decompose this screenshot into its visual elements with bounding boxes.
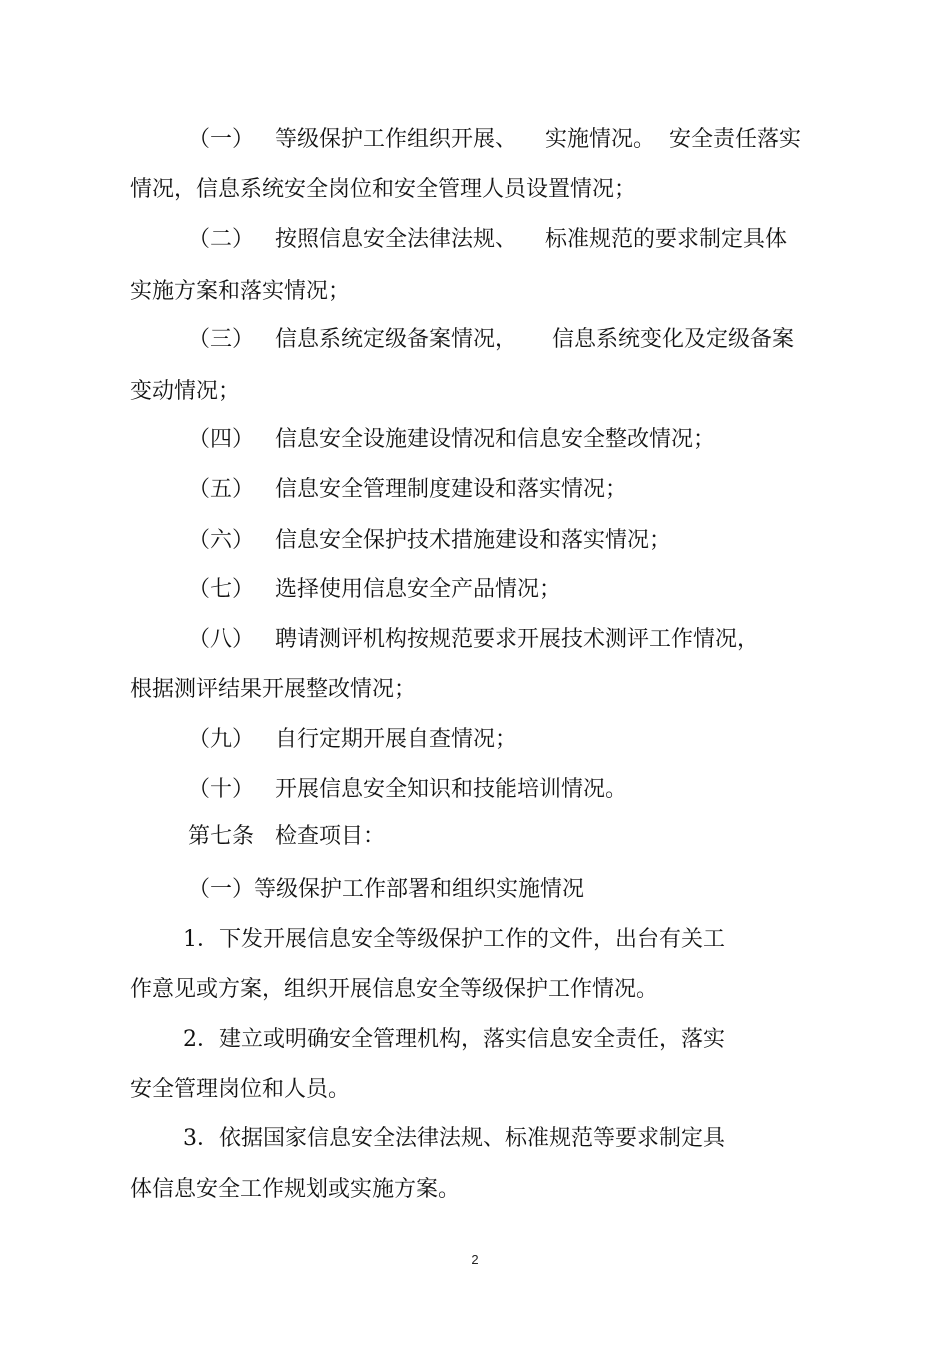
item-1-line-2: 作意见或方案，组织开展信息安全等级保护工作情况。 [130, 977, 659, 1002]
item-2-line-1: 2．建立或明确安全管理机构，落实信息安全责任，落实 [183, 1027, 725, 1052]
para-9-line-1: （九） 自行定期开展自查情况； [188, 727, 517, 752]
section-heading: （一）等级保护工作部署和组织实施情况 [188, 877, 585, 902]
para-1-line-2: 情况，信息系统安全岗位和安全管理人员设置情况； [130, 177, 637, 202]
para-10-line-1: （十） 开展信息安全知识和技能培训情况。 [188, 777, 627, 802]
item-2-line-2: 安全管理岗位和人员。 [130, 1077, 351, 1102]
page-number: 2 [471, 1252, 479, 1267]
item-1-line-1: 1．下发开展信息安全等级保护工作的文件，出台有关工 [183, 927, 725, 952]
item-3-line-2: 体信息安全工作规划或实施方案。 [130, 1177, 461, 1202]
para-4-line-1: （四） 信息安全设施建设情况和信息安全整改情况； [188, 427, 715, 452]
para-2-line-1: （二） 按照信息安全法律法规、 标准规范的要求制定具体 [188, 227, 787, 252]
para-8-line-1: （八） 聘请测评机构按规范要求开展技术测评工作情况， [188, 627, 759, 652]
article-heading: 第七条 检查项目： [188, 824, 385, 849]
item-3-line-1: 3．依据国家信息安全法律法规、标准规范等要求制定具 [183, 1126, 725, 1151]
para-1-line-1: （一） 等级保护工作组织开展、 实施情况。 安全责任落实 [188, 127, 801, 152]
para-6-line-1: （六） 信息安全保护技术措施建设和落实情况； [188, 528, 671, 553]
para-3-line-1: （三） 信息系统定级备案情况， 信息系统变化及定级备案 [188, 327, 794, 352]
para-5-line-1: （五） 信息安全管理制度建设和落实情况； [188, 477, 627, 502]
para-2-line-2: 实施方案和落实情况； [130, 279, 351, 304]
para-7-line-1: （七） 选择使用信息安全产品情况； [188, 577, 561, 602]
para-3-line-2: 变动情况； [130, 379, 241, 404]
para-8-line-2: 根据测评结果开展整改情况； [130, 677, 417, 702]
